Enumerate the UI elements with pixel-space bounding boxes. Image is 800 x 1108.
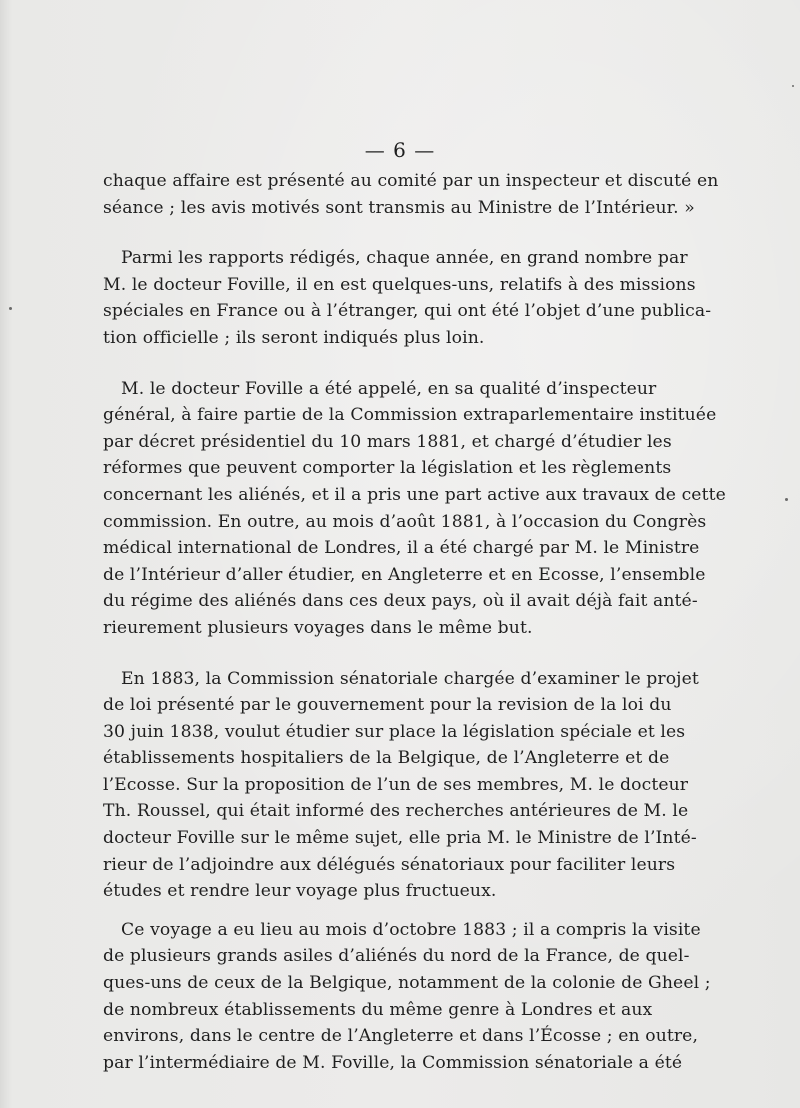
text-line: M. le docteur Foville, il en est quelques-uns, relatifs à des missions bbox=[103, 274, 696, 295]
text-line: commission. En outre, au mois d’août 1881, à l’occasion du Congrès bbox=[103, 511, 707, 532]
paragraph-4 bbox=[103, 666, 699, 905]
text-line: docteur Foville sur le même sujet, elle pria M. le Ministre de l’Inté- bbox=[103, 828, 697, 849]
text-line: spéciales en France ou à l’étranger, qui ont été l’objet d’une publica- bbox=[103, 301, 712, 322]
page-number: — 6 — bbox=[364, 138, 436, 162]
text-line: par l’intermédiaire de M. Foville, la Commission sénatoriale a été bbox=[103, 1052, 683, 1073]
text-line: Th. Roussel, qui était informé des recherches antérieures de M. le bbox=[103, 801, 689, 822]
text-line: Parmi les rapports rédigés, chaque année, en grand nombre par bbox=[121, 248, 688, 269]
text-line: rieur de l’adjoindre aux délégués sénatoriaux pour faciliter leurs bbox=[103, 854, 676, 875]
text-line: rieurement plusieurs voyages dans le même but. bbox=[103, 617, 533, 638]
text-line: de plusieurs grands asiles d’aliénés du nord de la France, de quel- bbox=[103, 946, 690, 967]
paper-speck bbox=[785, 498, 788, 501]
text-line: M. le docteur Foville a été appelé, en sa qualité d’inspecteur bbox=[121, 378, 657, 399]
text-line: réformes que peuvent comporter la législation et les règlements bbox=[103, 458, 672, 479]
text-line: ques-uns de ceux de la Belgique, notamment de la colonie de Gheel ; bbox=[103, 973, 711, 994]
text-line: médical international de Londres, il a été chargé par M. le Ministre bbox=[103, 538, 700, 559]
text-line: du régime des aliénés dans ces deux pays, où il avait déjà fait anté- bbox=[103, 591, 698, 612]
paragraph-3 bbox=[103, 376, 726, 642]
text-line: séance ; les avis motivés sont transmis au Ministre de l’Intérieur. » bbox=[103, 197, 695, 218]
text-line: études et rendre leur voyage plus fructueux. bbox=[103, 881, 497, 902]
text-line: établissements hospitaliers de la Belgique, de l’Angleterre et de bbox=[103, 748, 670, 769]
text-line: l’Ecosse. Sur la proposition de l’un de ses membres, M. le docteur bbox=[103, 774, 689, 795]
text-line: Ce voyage a eu lieu au mois d’octobre 1883 ; il a compris la visite bbox=[121, 919, 701, 940]
text-line: tion officielle ; ils seront indiqués plus loin. bbox=[103, 327, 485, 348]
body-text bbox=[103, 168, 726, 1076]
text-line: En 1883, la Commission sénatoriale chargée d’examiner le projet bbox=[121, 668, 699, 689]
paragraph-5 bbox=[103, 917, 711, 1077]
text-line: de loi présenté par le gouvernement pour la revision de la loi du bbox=[103, 695, 672, 716]
text-line: environs, dans le centre de l’Angleterre et dans l’Écosse ; en outre, bbox=[103, 1026, 699, 1047]
text-line: de l’Intérieur d’aller étudier, en Angleterre et en Ecosse, l’ensemble bbox=[103, 564, 706, 585]
text-line: concernant les aliénés, et il a pris une part active aux travaux de cette bbox=[103, 484, 726, 505]
text-line: de nombreux établissements du même genre à Londres et aux bbox=[103, 999, 653, 1020]
text-line: chaque affaire est présenté au comité par un inspecteur et discuté en bbox=[103, 171, 719, 191]
paper-speck bbox=[792, 85, 794, 87]
text-line: 30 juin 1838, voulut étudier sur place la législation spéciale et les bbox=[103, 721, 686, 742]
text-line: général, à faire partie de la Commission extraparlementaire instituée bbox=[103, 405, 717, 426]
text-line: par décret présidentiel du 10 mars 1881, et chargé d’étudier les bbox=[103, 431, 672, 452]
paragraph-1 bbox=[103, 168, 719, 221]
paper-speck bbox=[9, 307, 12, 310]
paragraph-2 bbox=[103, 245, 712, 351]
